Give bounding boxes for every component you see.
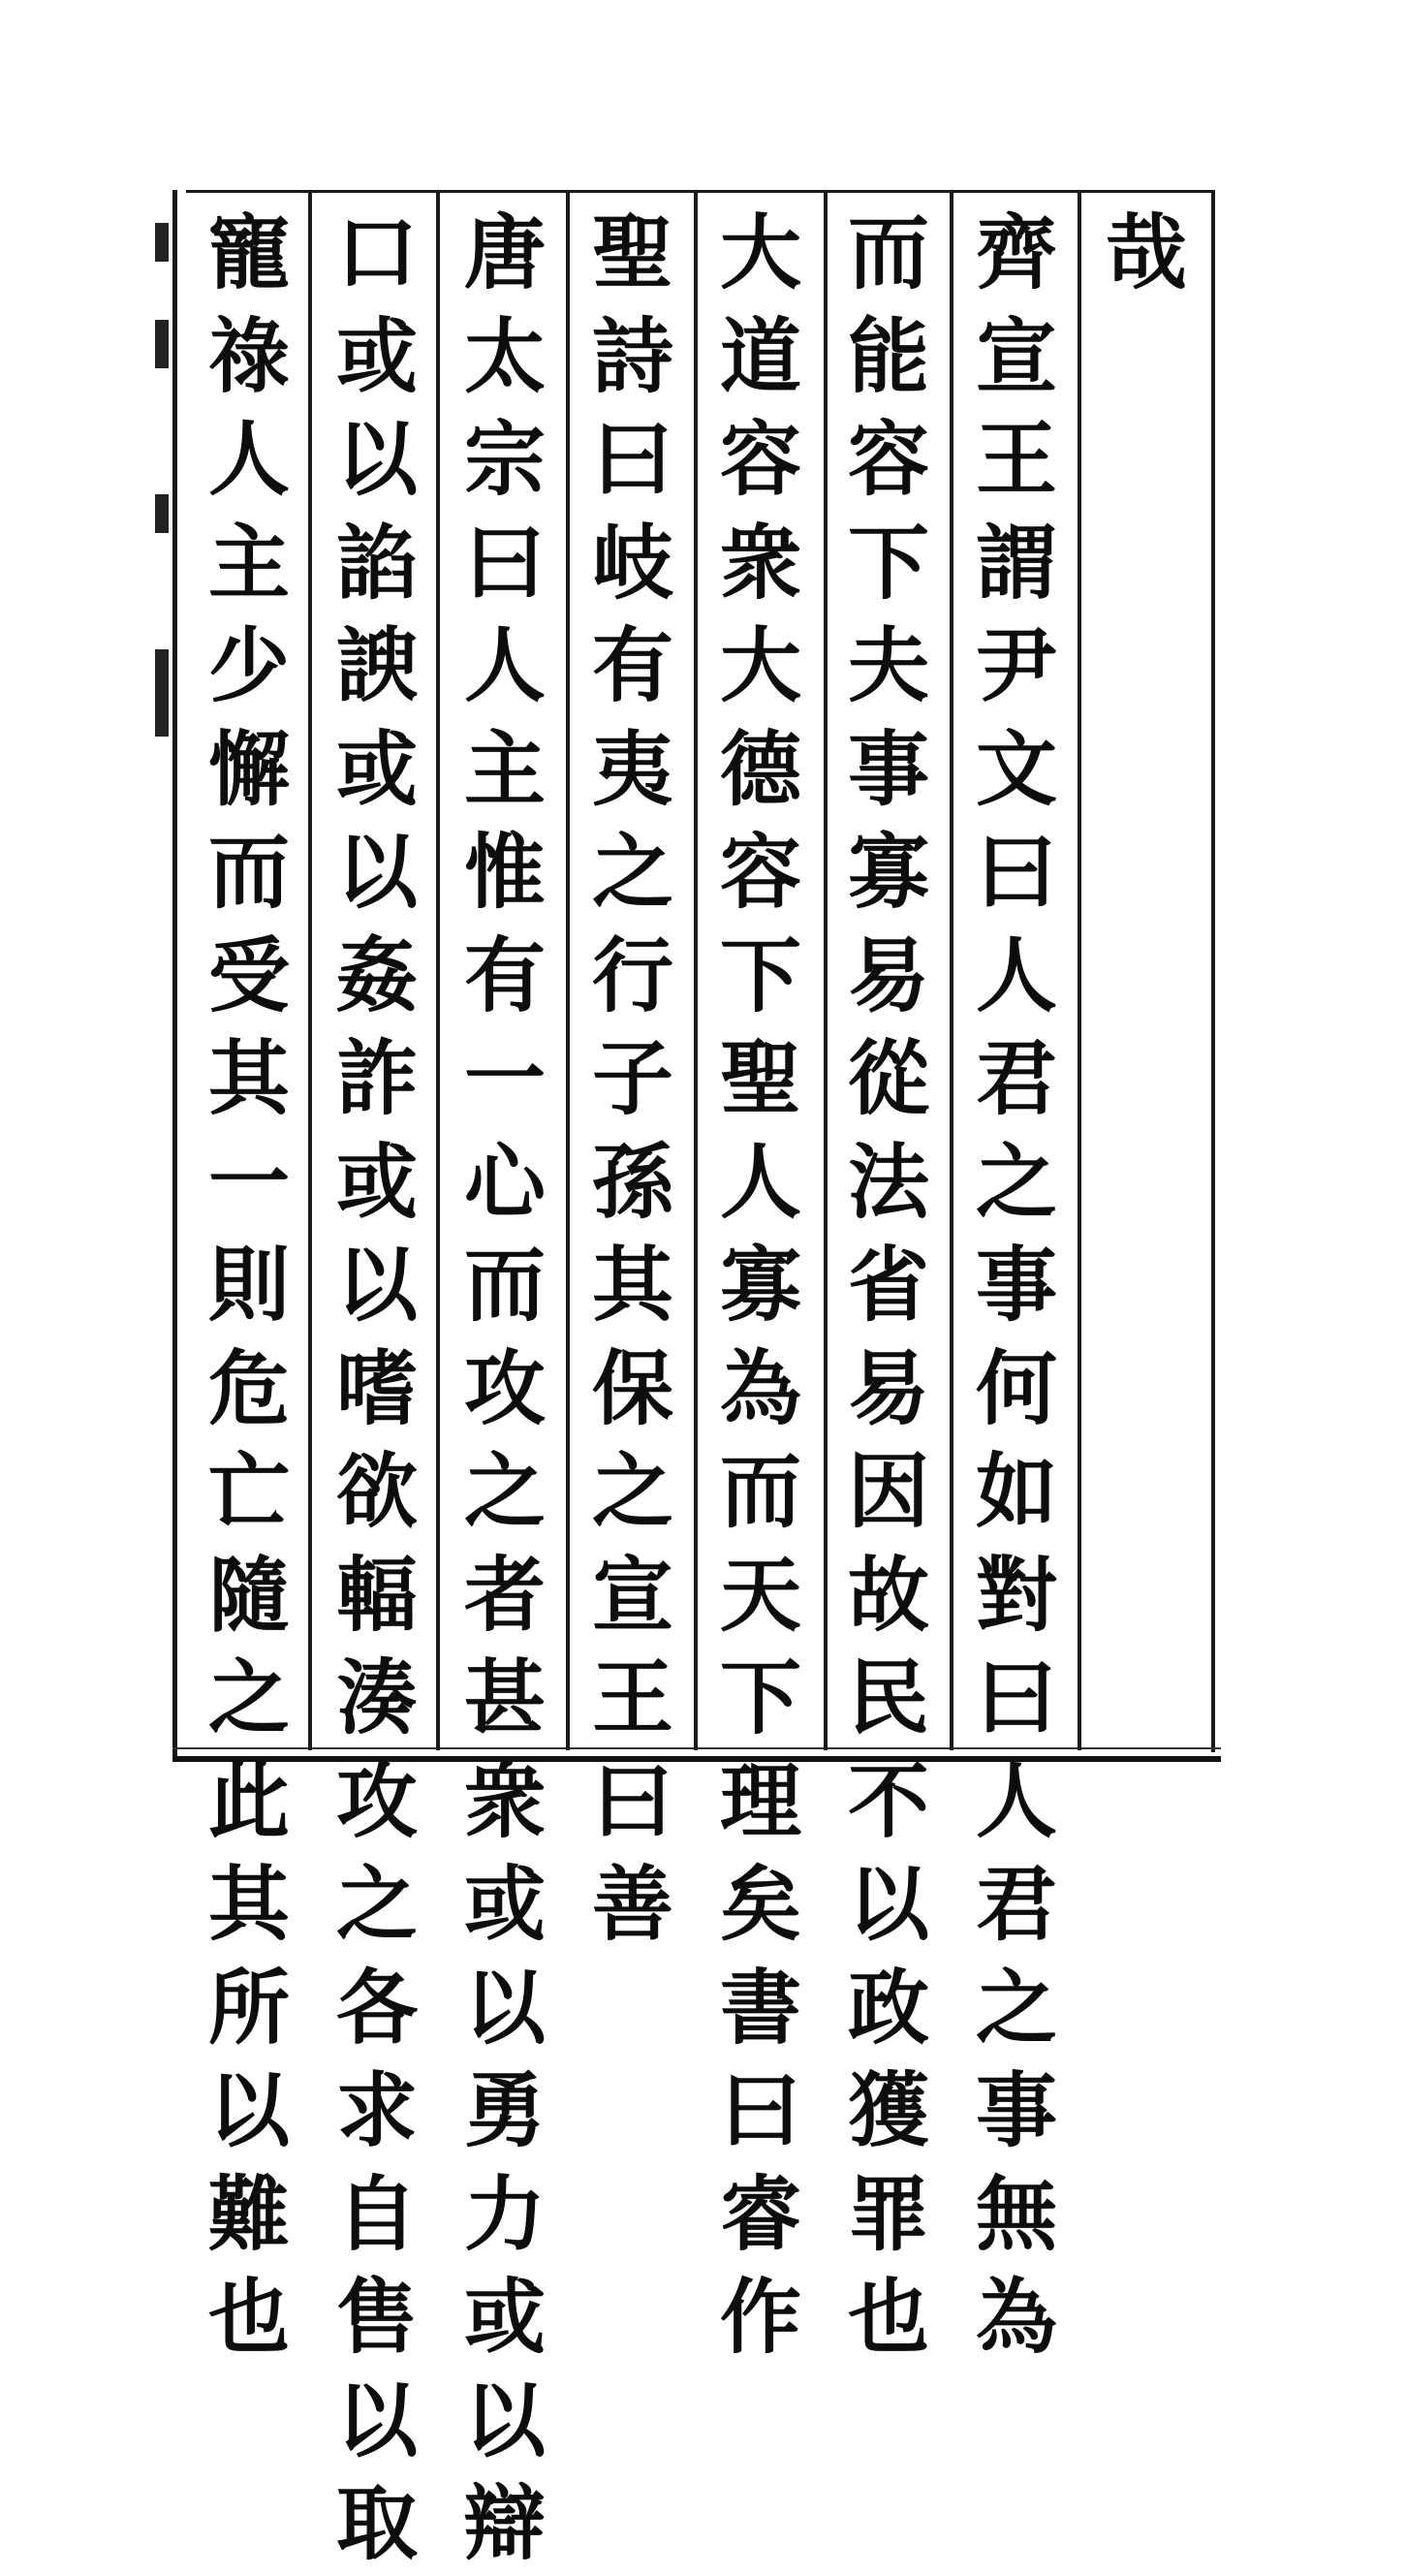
column-character: 惟 — [463, 824, 546, 920]
column-character: 宣 — [975, 307, 1057, 404]
column-character: 獲 — [847, 2062, 929, 2158]
column-character: 下 — [847, 514, 929, 611]
column-character: 大 — [719, 617, 801, 713]
column-character: 以 — [847, 1856, 929, 1952]
column-character: 嗜 — [335, 1339, 418, 1436]
column-divider — [694, 192, 698, 1750]
column-character: 一 — [207, 1133, 290, 1230]
column-character: 湊 — [335, 1649, 418, 1745]
column-character: 主 — [207, 514, 290, 611]
column-character: 以 — [335, 1237, 418, 1333]
column-character: 危 — [207, 1339, 290, 1436]
column-character: 寵 — [207, 204, 290, 300]
column-character: 聖 — [591, 204, 673, 300]
column-character: 曰 — [719, 2062, 801, 2158]
column-character: 求 — [335, 2062, 418, 2158]
column-character: 易 — [847, 927, 929, 1023]
column-character: 無 — [975, 2165, 1057, 2262]
column-character: 以 — [335, 411, 418, 507]
column-character: 行 — [591, 927, 673, 1023]
column-character: 祿 — [207, 307, 290, 404]
text-column-2 — [963, 202, 1070, 2370]
column-character: 宗 — [463, 411, 546, 507]
column-character: 或 — [463, 1856, 546, 1952]
column-character: 難 — [207, 2165, 290, 2262]
column-character: 曰 — [591, 1752, 673, 1849]
column-character: 寡 — [719, 1237, 801, 1333]
column-character: 宣 — [591, 1546, 673, 1643]
column-character: 隨 — [207, 1546, 290, 1643]
column-character: 保 — [591, 1339, 673, 1436]
column-character: 太 — [463, 307, 546, 404]
column-character: 或 — [463, 2269, 546, 2365]
column-character: 受 — [207, 927, 290, 1023]
column-character: 容 — [847, 411, 929, 507]
column-character: 輻 — [335, 1546, 418, 1643]
column-character: 人 — [207, 411, 290, 507]
column-character: 夫 — [847, 617, 929, 713]
column-character: 攻 — [335, 1752, 418, 1849]
column-character: 罪 — [847, 2165, 929, 2262]
column-character: 主 — [463, 720, 546, 817]
column-character: 容 — [719, 824, 801, 920]
column-character: 詩 — [591, 307, 673, 404]
column-character: 之 — [335, 1856, 418, 1952]
column-character: 人 — [975, 927, 1057, 1023]
column-character: 口 — [335, 204, 418, 300]
column-character: 法 — [847, 1133, 929, 1230]
column-character: 何 — [975, 1339, 1057, 1436]
frame-right-rule — [1211, 190, 1215, 1752]
column-character: 其 — [207, 1030, 290, 1126]
column-character: 事 — [975, 2062, 1057, 2158]
binding-mark — [155, 320, 169, 368]
column-character: 寡 — [847, 824, 929, 920]
column-character: 之 — [591, 1443, 673, 1539]
column-character: 辯 — [463, 2475, 546, 2571]
column-character: 謂 — [975, 514, 1057, 611]
column-character: 姦 — [335, 927, 418, 1023]
column-character: 以 — [207, 2062, 290, 2158]
column-character: 容 — [719, 411, 801, 507]
column-character: 故 — [847, 1546, 929, 1643]
column-character: 其 — [591, 1237, 673, 1333]
column-character: 不 — [847, 1752, 929, 1849]
column-character: 而 — [719, 1443, 801, 1539]
text-column-8 — [196, 202, 302, 2370]
column-divider — [308, 192, 312, 1750]
column-character: 攻 — [463, 1339, 546, 1436]
column-character: 或 — [335, 307, 418, 404]
column-character: 人 — [463, 617, 546, 713]
column-character: 下 — [719, 1649, 801, 1745]
text-column-7 — [324, 202, 430, 2576]
column-character: 衆 — [463, 1752, 546, 1849]
column-character: 易 — [847, 1339, 929, 1436]
column-character: 售 — [335, 2269, 418, 2365]
column-character: 聖 — [719, 1030, 801, 1126]
frame-top-rule — [186, 190, 1213, 193]
column-character: 大 — [719, 204, 801, 300]
column-divider — [824, 192, 828, 1750]
column-character: 為 — [719, 1339, 801, 1436]
column-character: 為 — [975, 2269, 1057, 2365]
column-character: 王 — [975, 411, 1057, 507]
column-character: 曰 — [975, 824, 1057, 920]
column-character: 君 — [975, 1856, 1057, 1952]
column-character: 之 — [463, 1443, 546, 1539]
binding-mark — [155, 494, 169, 533]
column-character: 所 — [207, 1959, 290, 2056]
column-character: 以 — [335, 824, 418, 920]
column-character: 事 — [975, 1237, 1057, 1333]
binding-mark — [155, 649, 169, 737]
column-character: 因 — [847, 1443, 929, 1539]
column-character: 唐 — [463, 204, 546, 300]
column-character: 有 — [463, 927, 546, 1023]
column-character: 少 — [207, 617, 290, 713]
column-divider — [436, 192, 440, 1750]
column-character: 亡 — [207, 1443, 290, 1539]
column-character: 之 — [975, 1133, 1057, 1230]
column-character: 哉 — [1105, 204, 1187, 300]
column-character: 下 — [719, 927, 801, 1023]
column-character: 尹 — [975, 617, 1057, 713]
column-character: 矣 — [719, 1856, 801, 1952]
column-character: 天 — [719, 1546, 801, 1643]
column-character: 之 — [591, 824, 673, 920]
column-character: 而 — [847, 204, 929, 300]
column-character: 省 — [847, 1237, 929, 1333]
column-character: 心 — [463, 1133, 546, 1230]
column-character: 人 — [975, 1752, 1057, 1849]
column-character: 王 — [591, 1649, 673, 1745]
column-character: 理 — [719, 1752, 801, 1849]
column-character: 以 — [335, 2372, 418, 2468]
text-column-5 — [579, 202, 686, 1957]
column-character: 一 — [463, 1030, 546, 1126]
column-character: 從 — [847, 1030, 929, 1126]
column-character: 也 — [847, 2269, 929, 2365]
column-character: 對 — [975, 1546, 1057, 1643]
column-divider — [950, 192, 953, 1750]
text-column-6 — [452, 202, 558, 2576]
column-character: 善 — [591, 1856, 673, 1952]
column-divider — [566, 192, 570, 1750]
column-character: 文 — [975, 720, 1057, 817]
column-character: 自 — [335, 2165, 418, 2262]
binding-margin — [155, 204, 174, 1657]
column-character: 齊 — [975, 204, 1057, 300]
column-character: 書 — [719, 1959, 801, 2056]
frame-left-rule — [172, 190, 177, 1756]
column-character: 力 — [463, 2165, 546, 2262]
text-column-3 — [835, 202, 942, 2370]
column-character: 睿 — [719, 2165, 801, 2262]
column-character: 有 — [591, 617, 673, 713]
binding-mark — [155, 223, 169, 262]
column-character: 人 — [719, 1133, 801, 1230]
column-character: 政 — [847, 1959, 929, 2056]
column-character: 如 — [975, 1443, 1057, 1539]
column-character: 以 — [463, 1959, 546, 2056]
column-character: 曰 — [463, 514, 546, 611]
column-character: 其 — [207, 1856, 290, 1952]
column-divider — [1078, 192, 1081, 1750]
column-character: 諂 — [335, 514, 418, 611]
column-character: 夷 — [591, 720, 673, 817]
column-character: 諛 — [335, 617, 418, 713]
column-character: 作 — [719, 2269, 801, 2365]
column-character: 甚 — [463, 1649, 546, 1745]
column-character: 曰 — [591, 411, 673, 507]
column-character: 則 — [207, 1237, 290, 1333]
column-character: 子 — [591, 1030, 673, 1126]
text-column-4 — [707, 202, 814, 2370]
column-character: 之 — [207, 1649, 290, 1745]
column-character: 詐 — [335, 1030, 418, 1126]
column-character: 能 — [847, 307, 929, 404]
column-character: 孫 — [591, 1133, 673, 1230]
text-column-1 — [1093, 202, 1200, 305]
column-character: 勇 — [463, 2062, 546, 2158]
column-character: 君 — [975, 1030, 1057, 1126]
column-character: 曰 — [975, 1649, 1057, 1745]
column-character: 之 — [975, 1959, 1057, 2056]
column-character: 德 — [719, 720, 801, 817]
column-character: 或 — [335, 720, 418, 817]
column-character: 取 — [335, 2475, 418, 2571]
column-character: 岐 — [591, 514, 673, 611]
column-character: 事 — [847, 720, 929, 817]
column-character: 以 — [463, 2372, 546, 2468]
column-character: 而 — [207, 824, 290, 920]
column-character: 欲 — [335, 1443, 418, 1539]
column-character: 民 — [847, 1649, 929, 1745]
column-character: 而 — [463, 1237, 546, 1333]
column-character: 或 — [335, 1133, 418, 1230]
column-character: 懈 — [207, 720, 290, 817]
column-character: 各 — [335, 1959, 418, 2056]
column-character: 衆 — [719, 514, 801, 611]
column-character: 者 — [463, 1546, 546, 1643]
column-character: 也 — [207, 2269, 290, 2365]
column-character: 道 — [719, 307, 801, 404]
column-character: 此 — [207, 1752, 290, 1849]
